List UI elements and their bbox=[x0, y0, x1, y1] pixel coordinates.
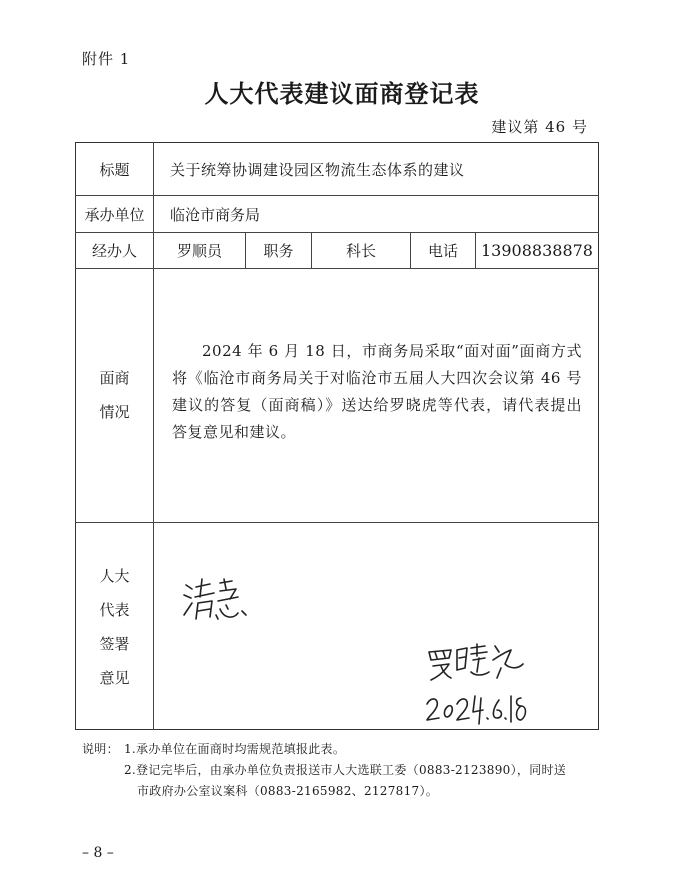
position-label: 职务 bbox=[263, 242, 294, 260]
opinion-label-line2: 代表 bbox=[99, 601, 130, 619]
opinion-label-line4: 意见 bbox=[99, 669, 130, 687]
phone-label: 电话 bbox=[427, 242, 458, 260]
consultation-label-line2: 情况 bbox=[99, 403, 130, 421]
handwritten-date bbox=[425, 690, 525, 730]
handling-unit-label: 承办单位 bbox=[84, 205, 145, 224]
handler-label: 经办人 bbox=[91, 242, 137, 260]
label-column-divider bbox=[153, 142, 154, 730]
note-item-1: 1.承办单位在面商时均需规范填报此表。 bbox=[124, 742, 346, 756]
note-item-2: 2.登记完毕后，由承办单位负责报送市人大选联工委（0883-2123890），同时送 bbox=[124, 763, 567, 777]
subject-label: 标题 bbox=[99, 160, 130, 179]
doc-number: 建议第 46 号 bbox=[491, 118, 588, 136]
consultation-label bbox=[76, 361, 153, 429]
opinion-label bbox=[76, 559, 153, 695]
consultation-text: 2024 年 6 月 18 日，市商务局采取“面对面”面商方式将《临沧市商务局关于对临沧市五届人大四次会议第 46 号建议的答复（面商稿）》送达给罗晓虎等代表，请代表提出答复意见和建议。 bbox=[172, 342, 582, 441]
opinion-label-line3: 签署 bbox=[99, 635, 130, 653]
handling-unit-value: 临沧市商务局 bbox=[170, 205, 261, 224]
form-title: 人大代表建议面商登记表 bbox=[204, 79, 480, 108]
attachment-label: 附件 1 bbox=[82, 50, 131, 68]
handler-value: 罗顺员 bbox=[176, 242, 222, 260]
subject-value: 关于统筹协调建设园区物流生态体系的建议 bbox=[170, 160, 465, 179]
consultation-label-line1: 面商 bbox=[99, 369, 130, 387]
phone-value: 13908838878 bbox=[481, 241, 593, 260]
handwritten-signature bbox=[425, 642, 535, 687]
opinion-label-line1: 人大 bbox=[99, 567, 130, 585]
position-value: 科长 bbox=[345, 242, 376, 260]
handwritten-opinion bbox=[180, 575, 260, 625]
notes-label: 说明： bbox=[82, 742, 119, 756]
note-item-2-continued: 市政府办公室议案科（0883-2165982、2127817）。 bbox=[137, 784, 439, 798]
page-number: – 8 – bbox=[82, 845, 114, 861]
